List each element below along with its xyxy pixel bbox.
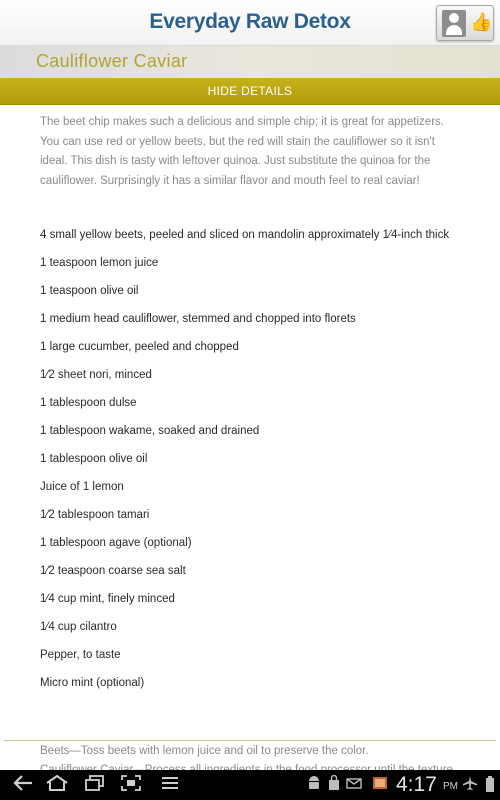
ingredient-item: 1 large cucumber, peeled and chopped bbox=[40, 341, 239, 353]
ingredient-item: 1 medium head cauliflower, stemmed and chopped into florets bbox=[40, 313, 356, 325]
email-icon bbox=[346, 775, 362, 795]
ingredient-item: 1⁄2 teaspoon coarse sea salt bbox=[40, 565, 186, 577]
status-clock: 4:17 bbox=[396, 773, 437, 796]
hide-details-button[interactable] bbox=[0, 78, 500, 105]
ingredient-item: 1 teaspoon olive oil bbox=[40, 285, 139, 297]
app-header bbox=[0, 0, 500, 46]
hide-details-label: HIDE DETAILS bbox=[207, 84, 293, 98]
ingredient-item: 1 tablespoon olive oil bbox=[40, 453, 148, 465]
recent-apps-icon[interactable] bbox=[80, 773, 110, 797]
app-title: Everyday Raw Detox bbox=[149, 10, 351, 33]
home-icon[interactable] bbox=[42, 773, 72, 797]
profile-button[interactable] bbox=[436, 5, 494, 41]
back-icon[interactable] bbox=[8, 773, 38, 797]
battery-icon bbox=[482, 775, 498, 795]
recipe-description: The beet chip makes such a delicious and simple chip; it is great for appetizers. You can use red or yellow beets, but the red will stain the cauliflower so it isn't ideal. This dish is tasty with leftover quinoa. Just substitute the quinoa for the cauliflower. Surprisingly it has a similar flavor and mouth feel to real caviar! bbox=[40, 116, 444, 187]
ingredients-list bbox=[40, 226, 450, 702]
thumbs-up-icon: 👍 bbox=[470, 12, 493, 33]
person-icon bbox=[442, 10, 466, 37]
shopping-bag-icon bbox=[326, 775, 342, 795]
direction-step: Beets—Toss beets with lemon juice and oil to preserve the color. bbox=[40, 745, 369, 757]
gallery-icon bbox=[372, 775, 388, 795]
recipe-title-bar bbox=[0, 46, 500, 78]
section-divider bbox=[4, 740, 496, 741]
ingredient-item: 1 tablespoon dulse bbox=[40, 397, 137, 409]
ingredient-item: 1 tablespoon wakame, soaked and drained bbox=[40, 425, 260, 437]
recipe-title: Cauliflower Caviar bbox=[36, 51, 188, 71]
ingredient-item: Pepper, to taste bbox=[40, 649, 121, 661]
ingredient-item: Micro mint (optional) bbox=[40, 677, 145, 689]
menu-icon[interactable] bbox=[155, 773, 185, 797]
status-clock-ampm: PM bbox=[443, 781, 458, 792]
ingredient-item: 1⁄2 sheet nori, minced bbox=[40, 369, 152, 381]
ingredient-item: Juice of 1 lemon bbox=[40, 481, 124, 493]
android-debug-icon bbox=[306, 775, 322, 795]
recipe-content bbox=[40, 113, 445, 191]
ingredient-item: 1 teaspoon lemon juice bbox=[40, 257, 159, 269]
ingredient-item: 1 tablespoon agave (optional) bbox=[40, 537, 192, 549]
ingredient-item: 1⁄4 cup cilantro bbox=[40, 621, 117, 633]
ingredient-item: 1⁄2 tablespoon tamari bbox=[40, 509, 150, 521]
ingredient-item: 4 small yellow beets, peeled and sliced on mandolin approximately 1⁄4-inch thick bbox=[40, 229, 450, 241]
system-navigation-bar bbox=[0, 770, 500, 800]
screenshot-icon[interactable] bbox=[116, 773, 146, 797]
ingredient-item: 1⁄4 cup mint, finely minced bbox=[40, 593, 175, 605]
airplane-mode-icon bbox=[462, 775, 478, 795]
